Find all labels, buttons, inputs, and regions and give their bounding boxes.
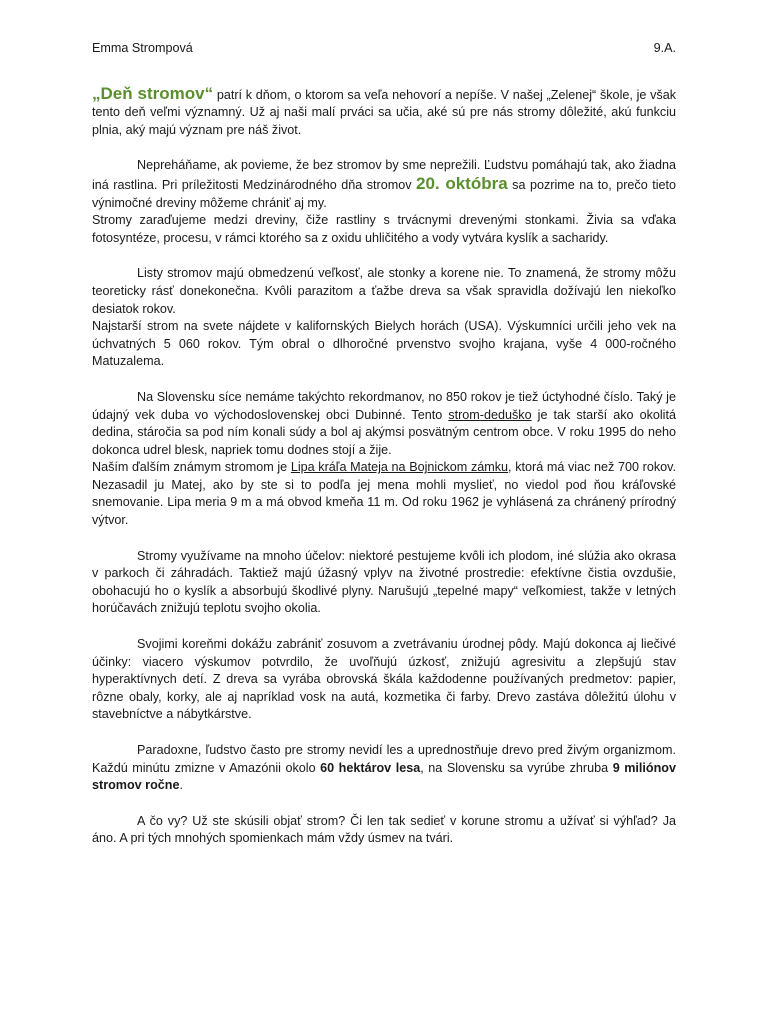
paragraph-8: A čo vy? Už ste skúsili objať strom? Či len tak sedieť v korune stromu a užívať si výhľad? Ja áno. A pri tých mnohých spomienkach mám vždy úsmev na tvári. (92, 813, 676, 846)
link-lipa-krala-mateja[interactable]: Lipa kráľa Mateja na Bojnickom zámku (290, 460, 509, 475)
paragraph-4 (92, 389, 676, 459)
paragraph-2b: Stromy zaraďujeme medzi dreviny, čiže rastliny s trvácnymi drevenými stonkami. Živia sa vďaka fotosyntéze, procesu, v rámci ktorého sa z oxidu uhličitého a vody vytvára kyslík a sacharidy. (92, 213, 676, 245)
p7-text-after: . (179, 778, 183, 793)
p7-text-middle: , na Slovensku sa vyrúbe zhruba (420, 760, 613, 775)
p2-text-after: sa pozrime na to, prečo tieto výnimočné dreviny môžeme chrániť aj my. (92, 177, 676, 210)
paragraph-4b (92, 459, 676, 529)
paragraph-7 (92, 742, 676, 795)
bold-hectares: 60 hektárov lesa (320, 760, 421, 775)
bold-trees: 9 miliónov stromov ročne (92, 760, 677, 793)
link-strom-dedusko[interactable]: strom-deduško (448, 407, 532, 422)
article-title: „Deň stromov“ (92, 83, 214, 103)
paragraph-3: Listy stromov majú obmedzenú veľkosť, ale stonky a korene nie. To znamená, že stromy môžu teoreticky rásť donekonečna. Kvôli parazitom a ťažbe dreva sa však spravidla dožívajú len niekoľko desiatok rokov. (92, 266, 676, 316)
class-label: 9.A. (653, 41, 676, 55)
intro-text: patrí k dňom, o ktorom sa veľa nehovorí a nepíše. V našej „Zelenej“ škole, je však tento deň veľmi významný. Už aj naši malí prváci sa učia, aké sú pre nás stromy dôležité, akú funkciu plnia, aký majú význam pre náš život. (92, 87, 676, 137)
p2-text-before: Nepreháňame, ak povieme, že bez stromov by sme neprežili. Ľudstvu pomáhajú tak, ako žiadna iná rastlina. Pri príležitosti Medzinárodného dňa stromov (92, 158, 676, 192)
paragraph-2 (92, 157, 676, 212)
author-name: Emma Strompová (92, 41, 193, 55)
document-page (92, 40, 676, 866)
paragraph-6: Svojimi koreňmi dokážu zabrániť zosuvom a zvetrávaniu úrodnej pôdy. Majú dokonca aj liečivé účinky: viacero výskumov potvrdilo, že uvoľňujú úzkosť, znižujú agresivitu a zlepšujú stav hyperaktívnych detí. Z dreva sa vyrába obrovská škála každodenne používaných predmetov: papier, rôzne obaly, korky, ale aj napríklad vosk na autá, kozmetika či farby. Drevo zastáva dôležitú úlohu v stavebníctve a nábytkárstve. (92, 637, 676, 722)
paragraph-5: Stromy využívame na mnoho účelov: niektoré pestujeme kvôli ich plodom, iné slúžia ako okrasa v parkoch či záhradách. Taktiež majú úžasný vplyv na životné prostredie: efektívne čistia ovzdušie, obohacujú ho o kyslík a absorbujú škodlivé plyny. Narušujú „tepelné mapy“ veľkomiest, takže v letných horúčavách znižujú teplotu svojho okolia. (92, 548, 676, 616)
p4b-text-before: Naším ďalším známym stromom je (92, 460, 291, 475)
highlight-date: 20. októbra (416, 173, 508, 193)
p7-text-before: Paradoxne, ľudstvo často pre stromy nevidí les a uprednostňuje drevo pred živým organizmom. Každú minútu zmizne v Amazónii okolo (92, 743, 676, 775)
paragraph-3b: Najstarší strom na svete nájdete v kalifornských Bielych horách (USA). Výskumníci určili jeho vek na úchvatných 5 060 rokov. Tým obral o dlhoročné prvenstvo svojho krajana, vyše 4 000-ročného Matuzalema. (92, 319, 676, 369)
page-header (92, 40, 676, 58)
paragraph-intro (92, 85, 676, 140)
p4b-text-after: , ktorá má viac než 700 rokov. Nezasadil ju Matej, ako by ste si to podľa jej mena mohli myslieť, no viedol pod ňou kráľovské snemovanie. Lipa meria 9 m a má obvod kmeňa 11 m. Od roku 1962 je vyhlásená za chránený prírodný výtvor. (92, 460, 677, 528)
p4-text-before: Na Slovensku síce nemáme takýchto rekordmanov, no 850 rokov je tiež úctyhodné číslo. Taký je údajný vek duba vo východoslovenskej obci Dubinné. Tento (92, 389, 676, 422)
p4-text-after: je tak starší ako okolitá dedina, stáročia sa pod ním konali súdy a bol aj akýmsi posvätným centrom obce. V roku 1995 do neho dokonca udrel blesk, napriek tomu dodnes stojí a žije. (92, 407, 676, 457)
